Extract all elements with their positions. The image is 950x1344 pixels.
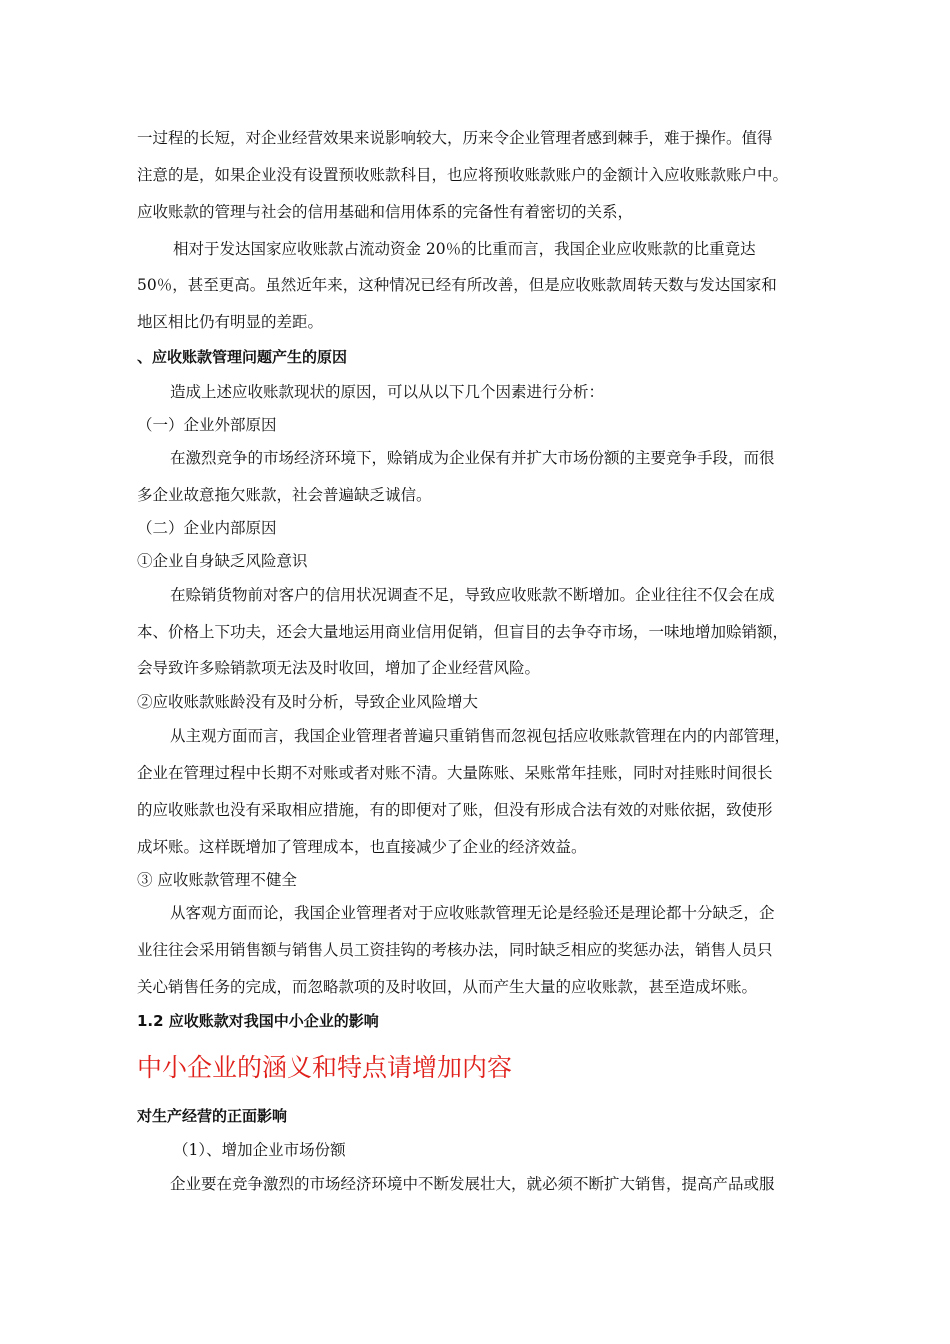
body-text-line: 造成上述应收账款现状的原因，可以从以下几个因素进行分析： [170, 383, 605, 401]
body-text-line: 企业要在竞争激烈的市场经济环境中不断发展壮大，就必须不断扩大销售，提高产品或服 [170, 1175, 775, 1193]
body-text-line: 应收账款的管理与社会的信用基础和信用体系的完备性有着密切的关系， [137, 203, 634, 221]
body-text-line: 的应收账款也没有采取相应措施，有的即便对了账，但没有形成合法有效的对账依据，致使形 [137, 801, 773, 819]
body-text-line: 关心销售任务的完成，而忽略款项的及时收回，从而产生大量的应收账款，甚至造成坏账。 [137, 978, 758, 996]
body-text-line: 从客观方面而论，我国企业管理者对于应收账款管理无论是经验还是理论都十分缺乏，企 [170, 904, 775, 922]
body-text-line: 会导致许多赊销款项无法及时收回，增加了企业经营风险。 [137, 659, 541, 677]
list-item-heading: ①企业自身缺乏风险意识 [137, 552, 308, 570]
subheading: （一）企业外部原因 [137, 416, 277, 434]
body-text-line: 本、价格上下功夫，还会大量地运用商业信用促销，但盲目的去争夺市场，一味地增加赊销额， [137, 623, 789, 641]
body-text-line: 从主观方面而言，我国企业管理者普遍只重销售而忽视包括应收账款管理在内的内部管理， [170, 727, 791, 745]
section-heading: 1.2 应收账款对我国中小企业的影响 [137, 1012, 379, 1030]
body-text-line: 成坏账。这样既增加了管理成本，也直接减少了企业的经济效益。 [137, 838, 587, 856]
body-text-line: 多企业故意拖欠账款，社会普遍缺乏诚信。 [137, 486, 432, 504]
section-heading: 对生产经营的正面影响 [137, 1107, 288, 1125]
body-text-line: 企业在管理过程中长期不对账或者对账不清。大量陈账、呆账常年挂账，同时对挂账时间很长 [137, 764, 773, 782]
list-item-heading: ②应收账款账龄没有及时分析，导致企业风险增大 [137, 693, 479, 711]
body-text-line: 一过程的长短，对企业经营效果来说影响较大，历来令企业管理者感到棘手，难于操作。值得 [137, 129, 773, 147]
section-heading: 、应收账款管理问题产生的原因 [137, 348, 348, 366]
body-text-line: 地区相比仍有明显的差距。 [137, 313, 324, 331]
body-text-line: 在赊销货物前对客户的信用状况调查不足，导致应收账款不断增加。企业往往不仅会在成 [170, 586, 775, 604]
body-text-line: 注意的是，如果企业没有设置预收账款科目，也应将预收账款账户的金额计入应收账款账户中。 [137, 166, 789, 184]
body-text-line: 业往往会采用销售额与销售人员工资挂钩的考核办法，同时缺乏相应的奖惩办法，销售人员只 [137, 941, 773, 959]
body-text-line: 50％，甚至更高。虽然近年来，这种情况已经有所改善，但是应收账款周转天数与发达国家和 [137, 276, 777, 294]
body-text-line: 相对于发达国家应收账款占流动资金 20％的比重而言，我国企业应收账款的比重竟达 [173, 240, 756, 258]
subheading: （1）、增加企业市场份额 [173, 1141, 346, 1159]
body-text-line: 在激烈竞争的市场经济环境下，赊销成为企业保有并扩大市场份额的主要竞争手段，而很 [170, 449, 775, 467]
subheading: （二）企业内部原因 [137, 519, 277, 537]
red-note-heading: 中小企业的涵义和特点请增加内容 [137, 1053, 513, 1082]
list-item-heading: ③ 应收账款管理不健全 [137, 871, 297, 889]
